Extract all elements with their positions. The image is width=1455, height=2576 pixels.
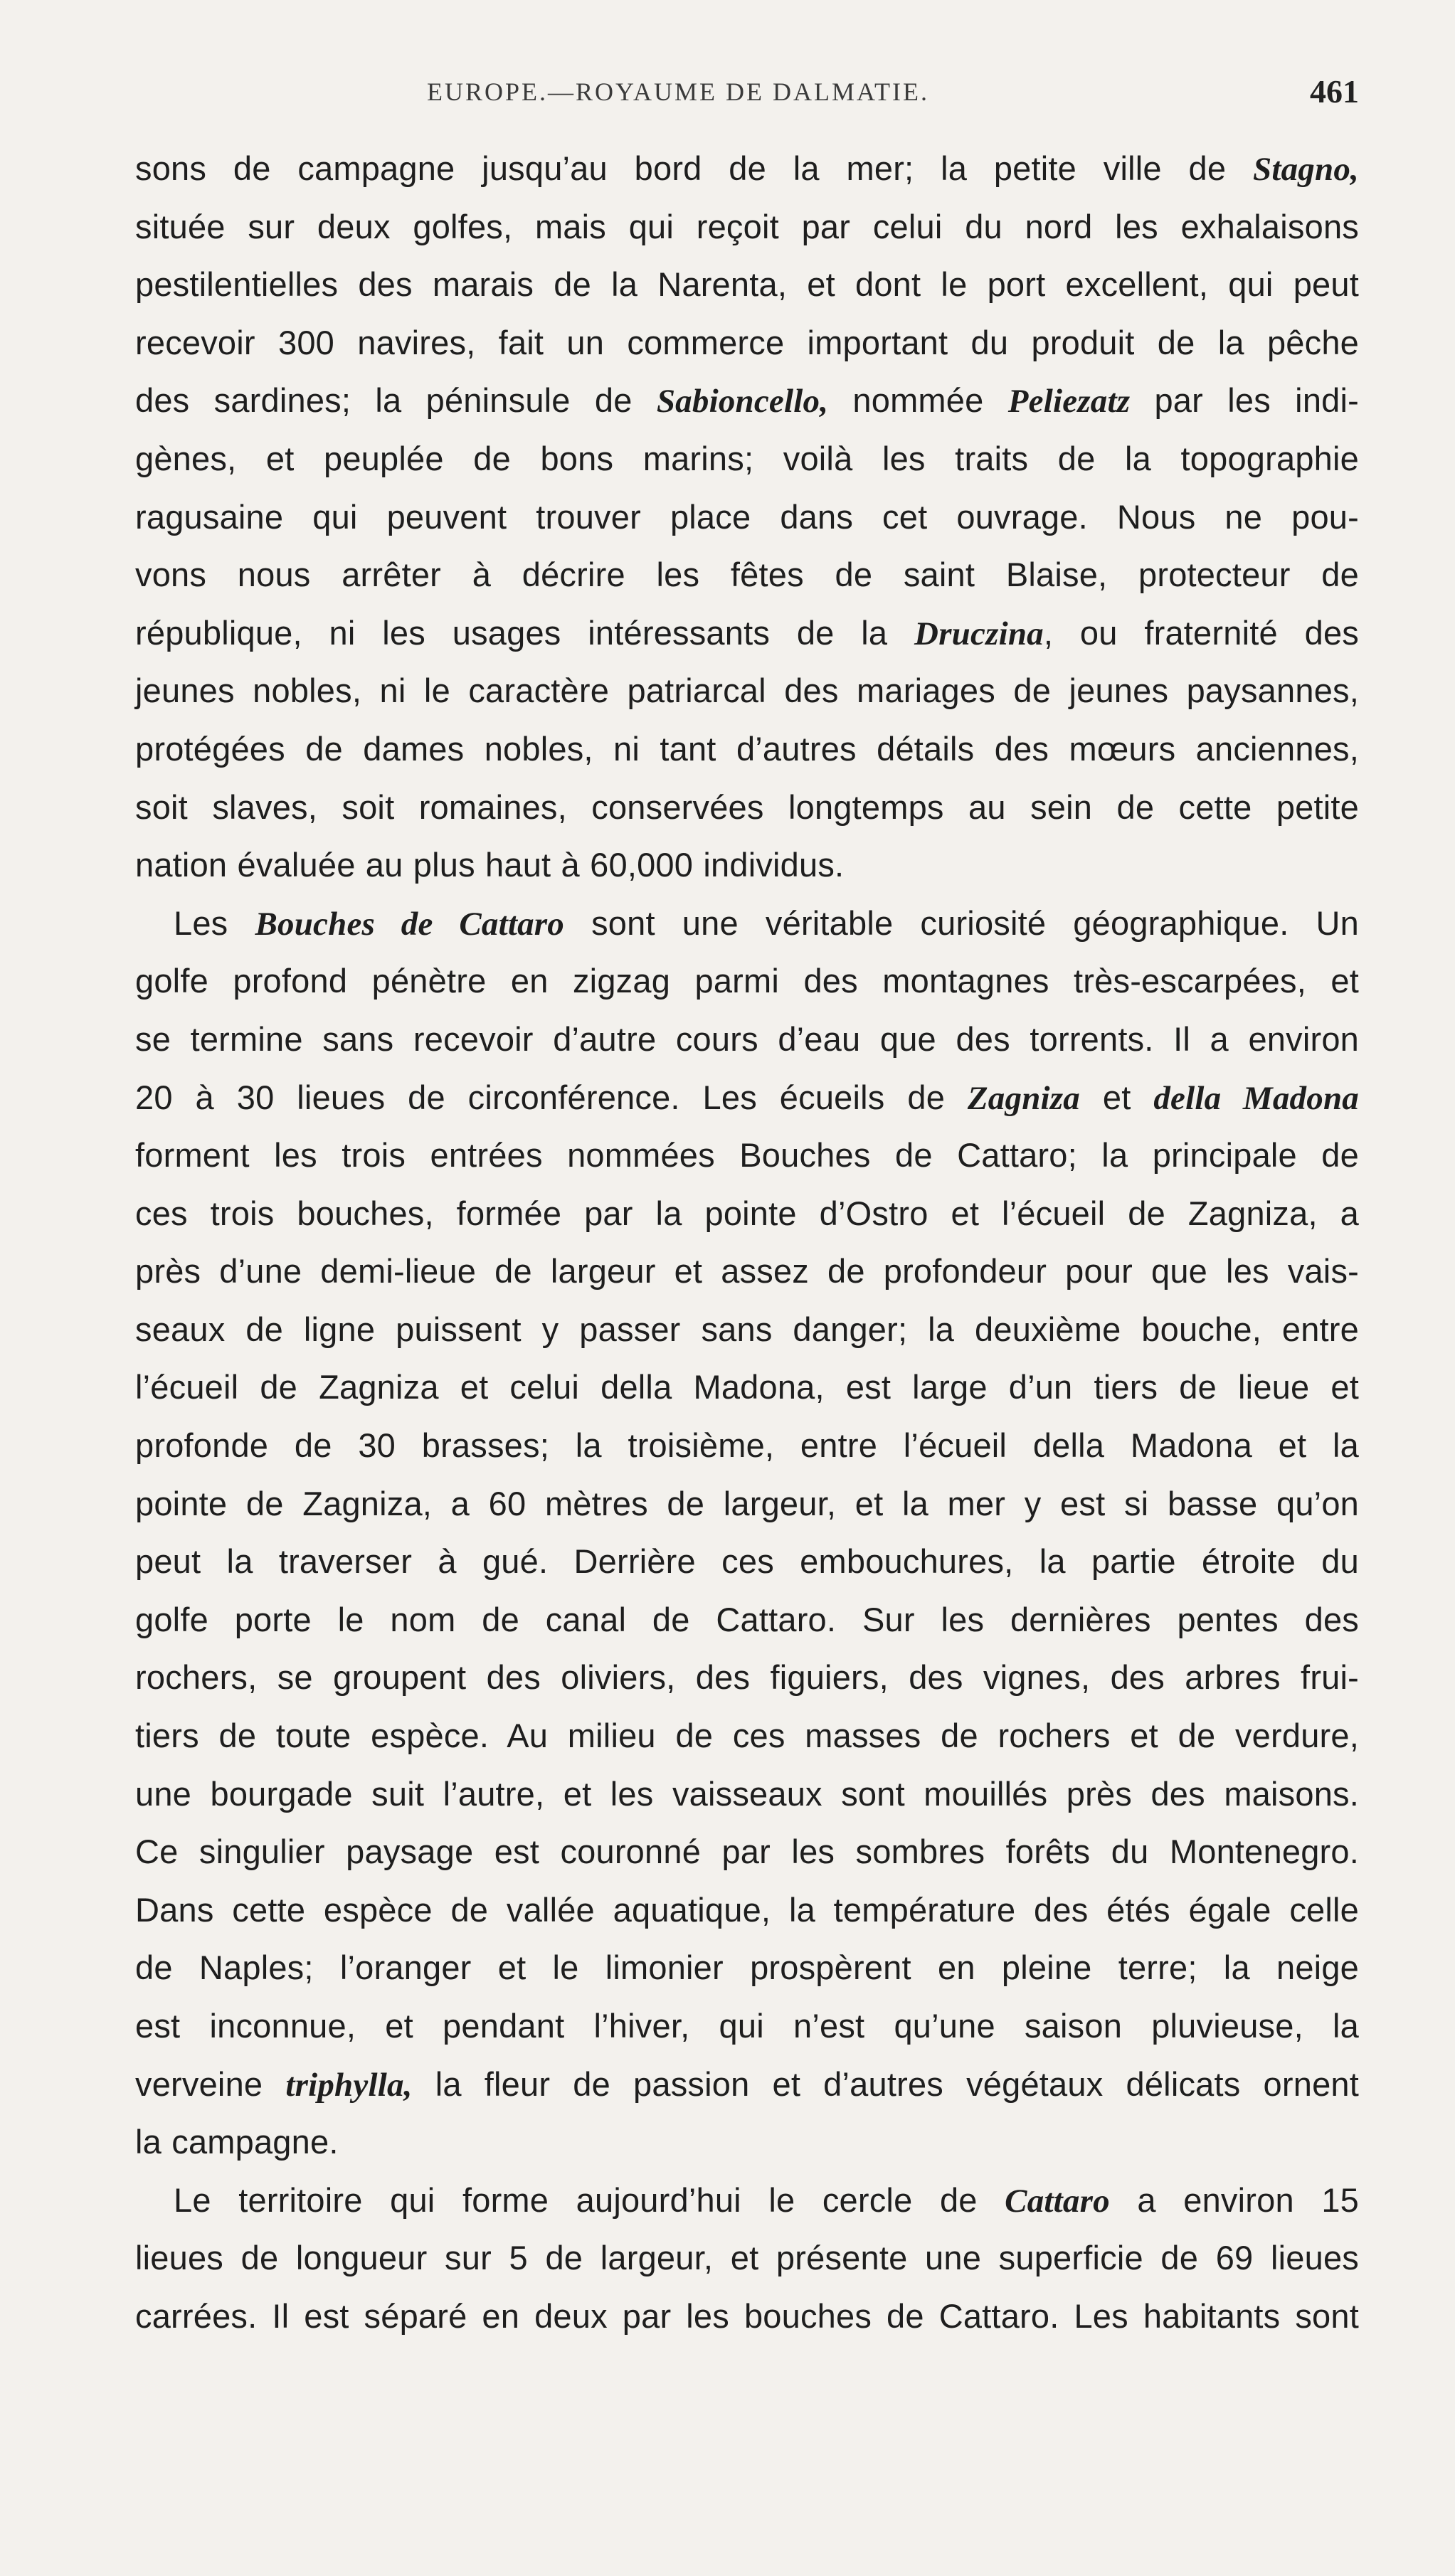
text-line <box>135 952 1359 1010</box>
text-line <box>135 1765 1359 1823</box>
text-line <box>135 1532 1359 1591</box>
text-line <box>135 1126 1359 1184</box>
text-run: l’écueil de Zagniza et celui della Madona, est large d’un tiers de lieue et <box>135 1368 1359 1406</box>
text-line <box>135 2055 1359 2114</box>
text-run: jeunes nobles, ni le caractère patriarcal des mariages de jeunes paysannes, <box>135 672 1359 710</box>
text-run: sont une véritable curiosité géographique. Un <box>564 903 1360 942</box>
text-run: de Naples; l’oranger et le limonier prospèrent en pleine terre; la neige <box>135 1949 1359 1987</box>
italic-term: Stagno, <box>1253 151 1359 188</box>
text-run: lieues de longueur sur 5 de largeur, et présente une superficie de 69 lieues <box>135 2239 1359 2277</box>
text-line <box>135 1184 1359 1243</box>
text-line <box>135 720 1359 778</box>
text-run: près d’une demi-lieue de largeur et assez de profondeur pour que les vais- <box>135 1252 1359 1290</box>
italic-term: Bouches de Cattaro <box>255 905 564 943</box>
text-line <box>135 1358 1359 1416</box>
text-line <box>135 1010 1359 1069</box>
text-run: pestilentielles des marais de la Narenta, et dont le port excellent, qui peut <box>135 265 1359 304</box>
text-run: Ce singulier paysage est couronné par les sombres forêts du Montenegro. <box>135 1833 1359 1871</box>
text-run: est inconnue, et pendant l’hiver, qui n’est qu’une saison pluvieuse, la <box>135 2007 1359 2045</box>
text-run: 20 à 30 lieues de circonférence. Les écueils de <box>135 1078 968 1116</box>
text-line <box>135 198 1359 256</box>
text-line <box>135 1881 1359 1939</box>
running-head <box>135 73 1359 120</box>
text-run: Dans cette espèce de vallée aquatique, la température des étés égale celle <box>135 1890 1359 1929</box>
text-line <box>135 778 1359 837</box>
text-line <box>135 546 1359 604</box>
text-line <box>135 255 1359 314</box>
text-run: nommée <box>828 381 1008 420</box>
text-run: rochers, se groupent des oliviers, des figuiers, des vignes, des arbres frui- <box>135 1658 1359 1697</box>
text-run: Le territoire qui forme aujourd’hui le cercle de <box>174 2180 1005 2219</box>
text-run: nation évaluée au plus haut à 60,000 individus. <box>135 846 845 884</box>
text-line <box>135 1648 1359 1707</box>
text-line <box>135 1069 1359 1127</box>
text-run: forment les trois entrées nommées Bouches de Cattaro; la principale de <box>135 1136 1359 1175</box>
text-line <box>135 836 1359 894</box>
text-run: carrées. Il est séparé en deux par les bouches de Cattaro. Les habitants sont <box>135 2296 1359 2335</box>
text-line <box>135 139 1359 198</box>
text-run: la fleur de passion et d’autres végétaux délicats ornent <box>412 2064 1360 2103</box>
text-line <box>135 1300 1359 1359</box>
text-line <box>135 488 1359 546</box>
italic-term: Cattaro <box>1005 2182 1110 2220</box>
text-run: se termine sans recevoir d’autre cours d’eau que des torrents. Il a environ <box>135 1019 1359 1058</box>
text-line <box>135 2287 1359 2346</box>
text-run: des sardines; la péninsule de <box>135 381 657 420</box>
italic-term: Zagniza <box>967 1079 1080 1117</box>
text-line <box>135 1242 1359 1300</box>
text-run: profonde de 30 brasses; la troisième, entre l’écueil della Madona et la <box>135 1426 1359 1465</box>
text-line <box>135 894 1359 953</box>
text-run: soit slaves, soit romaines, conservées longtemps au sein de cette petite <box>135 788 1359 826</box>
text-run: recevoir 300 navires, fait un commerce important du produit de la pêche <box>135 323 1359 361</box>
text-run: sons de campagne jusqu’au bord de la mer; la petite ville de <box>135 149 1253 187</box>
text-line <box>135 1591 1359 1649</box>
text-line <box>135 1707 1359 1765</box>
text-run: ces trois bouches, formée par la pointe d’Ostro et l’écueil de Zagniza, a <box>135 1194 1359 1232</box>
text-line <box>135 662 1359 720</box>
text-line <box>135 2113 1359 2171</box>
page-number: 461 <box>1310 73 1359 110</box>
text-line <box>135 371 1359 430</box>
italic-term: Peliezatz <box>1007 383 1131 420</box>
text-run: république, ni les usages intéressants de la <box>135 613 915 652</box>
italic-term: della Madona <box>1153 1079 1359 1117</box>
body-text <box>135 139 1359 2346</box>
text-run: une bourgade suit l’autre, et les vaisseaux sont mouillés près des maisons. <box>135 1774 1359 1813</box>
text-line <box>135 1939 1359 1997</box>
text-line <box>135 1997 1359 2055</box>
text-run: verveine <box>135 2064 286 2103</box>
text-run: située sur deux golfes, mais qui reçoit par celui du nord les exhalaisons <box>135 207 1359 245</box>
text-line <box>135 430 1359 488</box>
italic-term: Sabioncello, <box>656 383 829 420</box>
text-run: par les indi- <box>1130 381 1359 420</box>
text-line <box>135 604 1359 662</box>
italic-term: triphylla, <box>285 2066 413 2104</box>
text-run: pointe de Zagniza, a 60 mètres de largeur, et la mer y est si basse qu’on <box>135 1484 1359 1522</box>
italic-term: Druczina <box>914 615 1044 652</box>
text-run: gènes, et peuplée de bons marins; voilà les traits de la topographie <box>135 439 1359 477</box>
text-run: golfe porte le nom de canal de Cattaro. Sur les dernières pentes des <box>135 1600 1359 1638</box>
text-run: peut la traverser à gué. Derrière ces embouchures, la partie étroite du <box>135 1542 1359 1581</box>
text-run: et <box>1080 1078 1154 1116</box>
text-run: tiers de toute espèce. Au milieu de ces masses de rochers et de verdure, <box>135 1717 1359 1755</box>
text-run: seaux de ligne puissent y passer sans danger; la deuxième bouche, entre <box>135 1310 1359 1348</box>
text-run: Les <box>174 903 255 942</box>
text-line <box>135 1823 1359 1881</box>
text-run: ragusaine qui peuvent trouver place dans cet ouvrage. Nous ne pou- <box>135 497 1359 536</box>
running-title: EUROPE.—ROYAUME DE DALMATIE. <box>427 78 929 106</box>
text-line <box>135 314 1359 372</box>
text-run: la campagne. <box>135 2123 339 2161</box>
text-run: vons nous arrêter à décrire les fêtes de saint Blaise, protecteur de <box>135 556 1359 594</box>
text-run: , ou fraternité des <box>1043 613 1359 652</box>
text-line <box>135 1475 1359 1533</box>
text-run: golfe profond pénètre en zigzag parmi des montagnes très-escarpées, et <box>135 962 1359 1000</box>
text-run: a environ 15 <box>1109 2180 1359 2219</box>
text-line <box>135 1416 1359 1475</box>
text-line <box>135 2229 1359 2287</box>
text-line <box>135 2171 1359 2230</box>
text-run: protégées de dames nobles, ni tant d’autres détails des mœurs anciennes, <box>135 729 1359 768</box>
